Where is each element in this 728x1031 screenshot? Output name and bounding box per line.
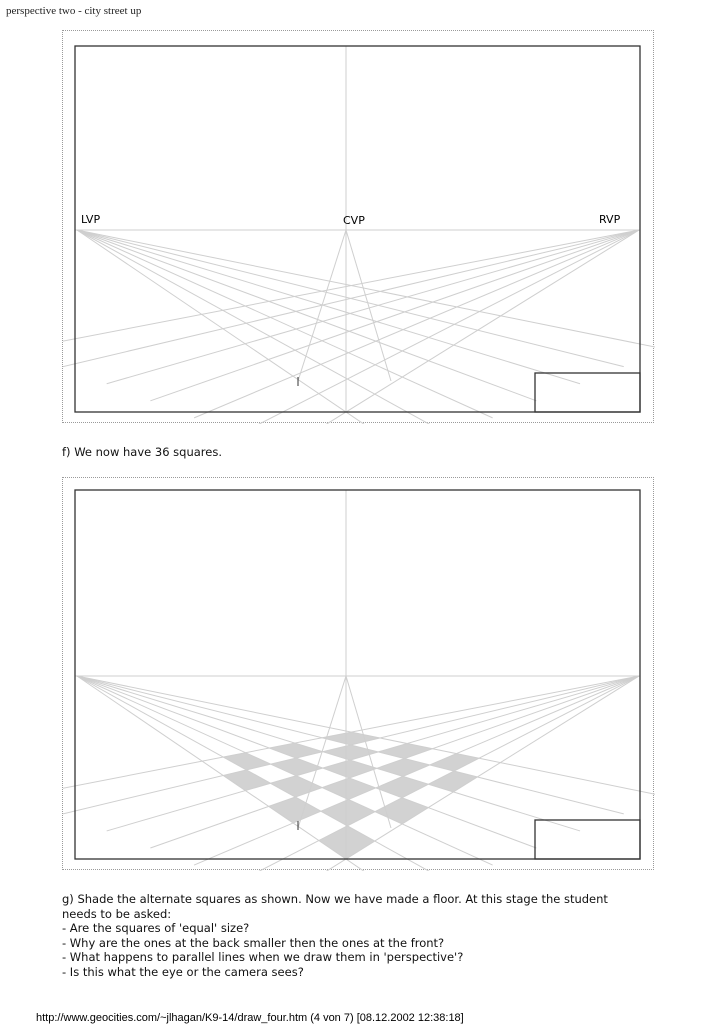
lvp-ray [77, 230, 624, 367]
page-title: perspective two - city street up [6, 5, 142, 17]
rvp-ray [238, 230, 639, 424]
perspective-drawing [63, 31, 655, 424]
shaded-floor-square [271, 776, 323, 797]
rvp-ray [107, 230, 639, 384]
corner-box [535, 820, 640, 859]
lvp-ray [77, 230, 655, 350]
rvp-ray [150, 676, 639, 848]
shaded-floor-square [319, 826, 375, 859]
page-footer-url: http://www.geocities.com/~jlhagan/K9-14/draw_four.htm (4 von 7) [08.12.2002 12:38:18] [36, 1012, 464, 1024]
shaded-floor-square [322, 732, 380, 745]
rvp-ray [107, 676, 639, 831]
perspective-figure-shaded-floor [62, 477, 654, 870]
shaded-floor-square [377, 759, 430, 777]
shaded-floor-square [322, 778, 376, 800]
perspective-drawing [63, 478, 655, 871]
cvp-label: CVP [343, 214, 365, 227]
lvp-ray [77, 230, 493, 418]
rvp-ray [282, 230, 639, 424]
rvp-ray [194, 676, 639, 865]
shaded-floor-square [323, 760, 377, 778]
construction-lines [63, 46, 655, 424]
corner-box [535, 373, 640, 412]
cvp-ray [346, 230, 391, 381]
lvp-ray [77, 230, 536, 401]
rvp-ray [150, 230, 639, 401]
lvp-label: LVP [81, 213, 101, 226]
shaded-floor-square [321, 800, 375, 826]
lvp-ray [77, 230, 405, 424]
shaded-squares [223, 732, 479, 859]
caption-f: f) We now have 36 squares. [62, 445, 222, 459]
cvp-ray [298, 230, 346, 381]
shaded-floor-square [376, 776, 429, 797]
rvp-ray [194, 230, 639, 418]
caption-g: g) Shade the alternate squares as shown. Now we have made a floor. At this stage the student needs to be asked: - Are the squares of 'equal' size? - Why are the ones at the back smaller then the ones at the front? - What happens to parallel lines when we draw them in 'perspective'? - Is this what the eye or the camera sees? [62, 892, 608, 979]
rvp-label: RVP [599, 213, 621, 226]
lvp-ray [77, 676, 493, 865]
perspective-figure-36-squares [62, 30, 654, 423]
shaded-floor-square [269, 797, 321, 823]
